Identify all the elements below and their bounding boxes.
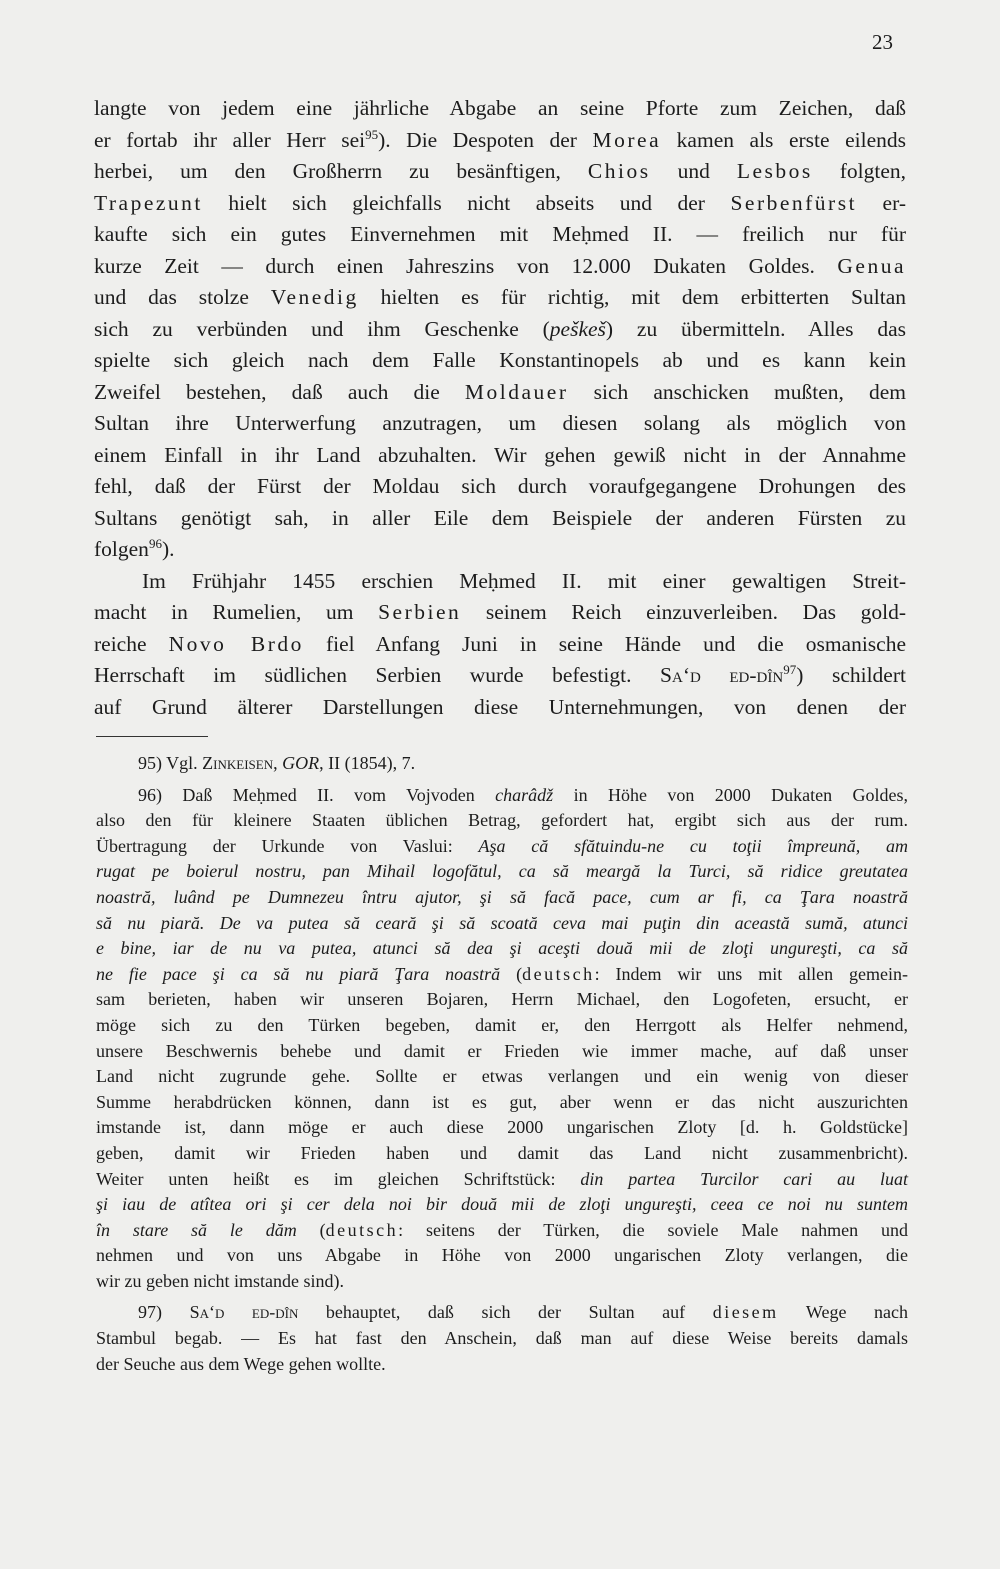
text-line [94,440,906,472]
text-line [96,1090,908,1116]
text-line [94,93,906,125]
emphasis-spaced: deutsch [522,963,595,984]
text-run: , II (1854), 7. [319,753,416,773]
emphasis-spaced: Venedig [270,285,359,309]
text-run: Zweifel bestehen, daß auch die [94,379,465,404]
italic-quote: să nu piară. De va putea să ceară şi să scoată ceva mai puţin din această sumă, atunci [96,912,908,933]
italic-quote: noastră, luând pe Dumnezeu întru ajutor, şi să facă pace, cum ar fi, ca Ţara noastră [96,886,908,907]
text-line [96,1013,908,1039]
emphasis-spaced: Novo Brdo [168,631,304,656]
text-line [96,936,908,962]
emphasis-spaced: Genua [837,253,906,278]
text-line [94,282,906,314]
text-run: ) schildert [796,663,906,687]
text-run: kurze Zeit — durch einen Jahreszins von 12.000 Dukaten Goldes. [94,253,838,278]
emphasis-spaced: Trapezunt [94,190,203,215]
text-run: in Höhe von 2000 Dukaten Goldes, [553,784,908,805]
page-number: 23 [872,30,893,54]
text-line [96,859,908,885]
text-run: folgen [94,537,149,561]
text-run: langte von jedem eine jährliche Abgabe an seine Pforte zum Zeichen, daß [94,96,906,120]
text-line [96,1300,908,1326]
text-line [96,1352,908,1378]
text-line [94,219,906,251]
text-line [96,1326,908,1352]
emphasis-spaced: diesem [712,1302,779,1323]
footnote-95 [96,751,908,777]
italic-quote: Aşa că sfătuindu-ne cu toţii împreună, am [478,835,908,856]
text-run: : Indem wir uns mit allen gemein- [594,963,908,984]
text-line [94,345,906,377]
text-run: nehmen und von uns Abgabe in Höhe von 2000 ungarischen Zloty verlangen, die [96,1245,908,1266]
main-text [94,93,906,723]
text-line [94,377,906,409]
text-run: Stambul begab. — Es hat fast den Anschein, daß man auf diese Weise bereits damals [96,1328,908,1349]
text-run: ). Die Despoten der [378,127,593,152]
footnote-ref-96[interactable]: 96 [148,536,162,551]
text-run: Herrschaft im südlichen Serbien wurde befestigt. [94,663,661,687]
text-run: Wege nach [778,1302,908,1323]
text-run: einem Einfall in ihr Land abzuhalten. Wir gehen gewiß nicht in der Annahme [94,442,906,467]
footnote-97 [96,1300,908,1377]
text-run: also den für kleinere Staaten üblichen Betrag, gefordert hat, ergibt sich aus der rum. [96,810,908,831]
text-run: Summe herabdrücken können, dann ist es gut, aber wenn er das nicht auszurichten [96,1091,908,1112]
italic-quote: rugat pe boierul nostru, pan Mihail logofătul, ca să meargă la Turci, să ridice greutatea [96,861,908,882]
text-line [96,987,908,1013]
text-run: macht in Rumelien, um [94,600,379,624]
text-run: ( [500,963,523,984]
emphasis-spaced: Lesbos [736,159,813,183]
text-line [96,1192,908,1218]
text-run: behauptet, daß sich der Sultan auf [298,1302,713,1323]
text-line [94,125,906,157]
text-run: der Seuche aus dem Wege gehen wollte. [96,1353,386,1374]
text-run: ) zu übermitteln. Alles das [605,316,907,341]
text-line [94,629,906,661]
italic-term: charâdž [495,784,554,805]
text-run: 95) Vgl. [138,753,203,773]
text-line [94,566,906,598]
text-line [96,1243,908,1269]
footnotes [96,751,908,1383]
text-run: imstande ist, dann möge er auch diese 2000 ungarischen Zloty [d. h. Goldstücke] [96,1117,908,1138]
text-run: , [273,753,283,773]
text-line [96,885,908,911]
text-run: fehl, daß der Fürst der Moldau sich durch voraufgegangene Drohungen des [94,474,906,498]
text-line [96,962,908,988]
text-run: : seitens der Türken, die soviele Male nahmen und [398,1219,908,1240]
text-run: auf Grund älterer Darstellungen diese Unternehmungen, von denen der [94,694,906,719]
author-name: Zinkeisen [202,753,274,773]
text-line [94,471,906,503]
text-run: kamen als erste eilends [661,127,906,152]
text-run: und [650,159,737,183]
text-line [96,1218,908,1244]
text-run: Sultans genötigt sah, in aller Eile dem Beispiele der anderen Fürsten zu [94,505,906,530]
text-run: kaufte sich ein gutes Einvernehmen mit Meḥmed II. — freilich nur für [94,222,906,246]
text-line [94,156,906,188]
footnote-separator [96,736,208,737]
text-run: ). [161,537,175,561]
text-line [96,1115,908,1141]
text-run: er- [857,190,906,215]
text-line [94,188,906,220]
text-run: sich zu verbünden und ihm Geschenke ( [94,316,550,341]
text-line [96,1141,908,1167]
text-run: sich anschicken mußten, dem [568,379,906,404]
text-run: ( [296,1219,326,1240]
italic-quote: din partea Turcilor cari au luat [580,1168,908,1189]
emphasis-spaced: Moldauer [464,379,569,404]
text-run: 97) [138,1302,190,1323]
text-line [94,408,906,440]
text-line [94,597,906,629]
italic-term: peškeš [549,316,606,341]
text-run: folgten, [812,159,906,183]
text-line [94,314,906,346]
text-line [96,751,908,777]
footnote-ref-95[interactable]: 95 [365,126,379,142]
text-line [96,1039,908,1065]
text-run: Sultan ihre Unterwerfung anzutragen, um diesen solang als möglich von [94,411,906,435]
footnote-ref-97[interactable]: 97 [783,662,797,677]
text-run: Land nicht zugrunde gehe. Sollte er etwas verlangen und ein wenig von dieser [96,1066,908,1087]
text-run: fiel Anfang Juni in seine Hände und die osmanische [303,631,907,656]
text-run: geben, damit wir Frieden haben und damit das Land nicht zusammenbricht). [96,1142,908,1163]
emphasis-spaced: Serbenfürst [730,190,858,215]
emphasis-spaced: Serbien [378,600,462,624]
author-name: Sa‘d ed-dîn [189,1302,299,1323]
text-run: und das stolze [94,285,271,309]
italic-quote: ne fie pace şi ca să nu piară Ţara noastră [96,963,501,984]
text-run: wir zu geben nicht imstande sind). [96,1270,344,1291]
text-run: Übertragung der Urkunde von Vaslui: [96,835,479,856]
emphasis-spaced: deutsch [325,1219,399,1240]
text-line [96,783,908,809]
text-line [94,503,906,535]
italic-term: GOR [282,753,320,773]
text-line [96,1167,908,1193]
footnote-96 [96,783,908,1295]
text-run: reiche [94,631,169,656]
text-line [94,534,906,566]
text-line [94,692,906,724]
italic-quote: şi iau de atîtea ori şi cer dela noi bir două mii de zloţi ungureşti, ceea ce noi nu suntem [96,1194,908,1215]
text-line [96,834,908,860]
text-run: möge sich zu den Türken begeben, damit er, den Herrgott als Helfer nehmend, [96,1014,908,1035]
italic-quote: în stare să le dăm [96,1219,297,1240]
text-run: Weiter unten heißt es im gleichen Schriftstück: [96,1168,581,1189]
emphasis-spaced: Morea [592,127,662,152]
text-run: spielte sich gleich nach dem Falle Konstantinopels ab und es kann kein [94,348,906,372]
text-run: seinem Reich einzuverleiben. Das gold- [461,600,906,624]
text-run: Im Frühjahr 1455 erschien Meḥmed II. mit einer gewaltigen Streit- [142,568,906,593]
emphasis-spaced: Chios [587,159,651,183]
text-line [96,1269,908,1295]
text-run: hielt sich gleichfalls nicht abseits und der [202,190,731,215]
text-line [94,660,906,692]
italic-quote: e bine, iar de nu va putea, atunci să dea şi aceşti două mii de zloţi ungureşti, ca să [96,938,908,959]
text-line [96,911,908,937]
text-run: unsere Beschwernis behebe und damit er Frieden wie immer mache, auf daß unser [96,1040,908,1061]
text-run: sam berieten, haben wir unseren Bojaren, Herrn Michael, den Logofeten, ersucht, er [96,989,908,1010]
text-line [94,251,906,283]
text-run: hielten es für richtig, mit dem erbitterten Sultan [358,285,906,309]
text-line [96,1064,908,1090]
author-name: Sa‘d ed-dîn [660,663,784,687]
text-run: 96) Daß Meḥmed II. vom Vojvoden [138,784,496,805]
text-line [96,808,908,834]
text-run: herbei, um den Großherrn zu besänftigen, [94,159,588,183]
text-run: er fortab ihr aller Herr sei [94,127,366,152]
